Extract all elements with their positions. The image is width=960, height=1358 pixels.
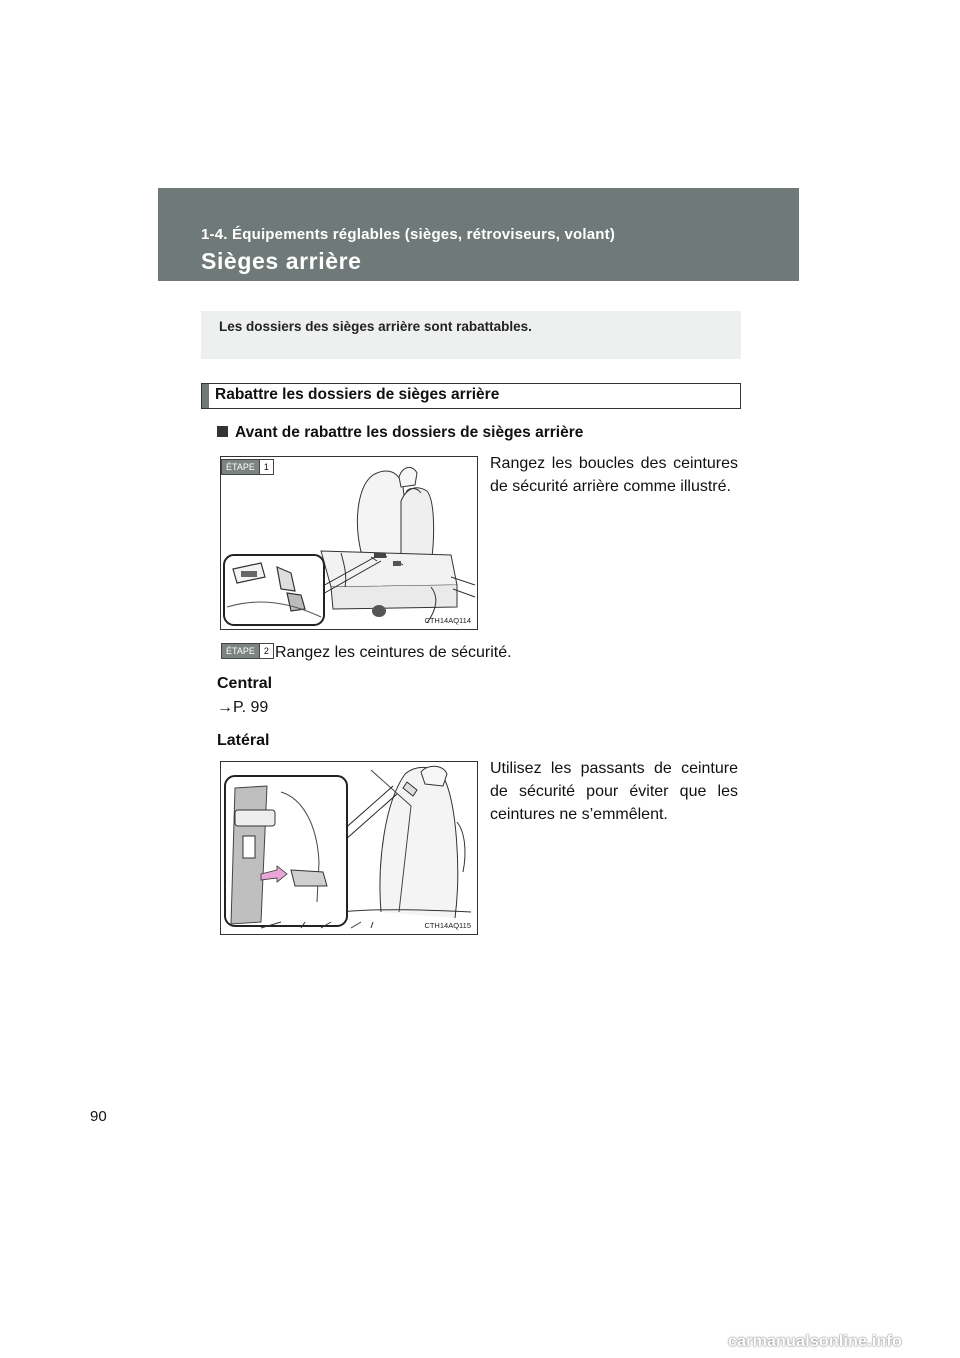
page-number: 90 [90,1108,107,1125]
bullet-heading-text: Avant de rabattre les dossiers de sièges arrière [235,424,584,441]
belt-guides-illustration [221,762,477,934]
subsection-heading [201,383,741,409]
figure-belt-guides [220,761,478,935]
subsection-title: Rabattre les dossiers de sièges arrière [215,386,500,403]
watermark: carmanualsonline.info [728,1333,903,1350]
seat-buckles-illustration [221,457,477,629]
intro-text: Les dossiers des sièges arrière sont rabattables. [219,319,532,334]
step-2-text: Rangez les ceintures de sécurité. [275,644,512,661]
intro-box [201,311,741,359]
step-1-text: Rangez les boucles des ceintures de sécurité arrière comme illustré. [490,455,738,495]
figure-seat-buckles [220,456,478,630]
step-number: 1 [259,460,273,474]
figure-code: CTH14AQ115 [424,921,471,930]
section-label: 1-4. Équipements réglables (sièges, rétroviseurs, volant) [201,226,616,243]
figure-code: CTH14AQ114 [424,616,471,625]
step-badge-1 [221,459,274,475]
subsection-accent [202,384,209,408]
bullet-heading [217,424,583,442]
step-label: ÉTAPE [222,644,259,658]
step-label: ÉTAPE [222,460,259,474]
step-number: 2 [259,644,273,658]
step-badge-2 [221,643,274,659]
page-title: Sièges arrière [201,248,362,274]
page-reference: →P. 99 [217,699,269,716]
central-label: Central [217,675,273,692]
bullet-square-icon [217,426,228,437]
lateral-text: Utilisez les passants de ceinture de sécurité pour éviter que les ceintures ne s’emmêlent. [490,760,738,823]
lateral-label: Latéral [217,732,270,749]
